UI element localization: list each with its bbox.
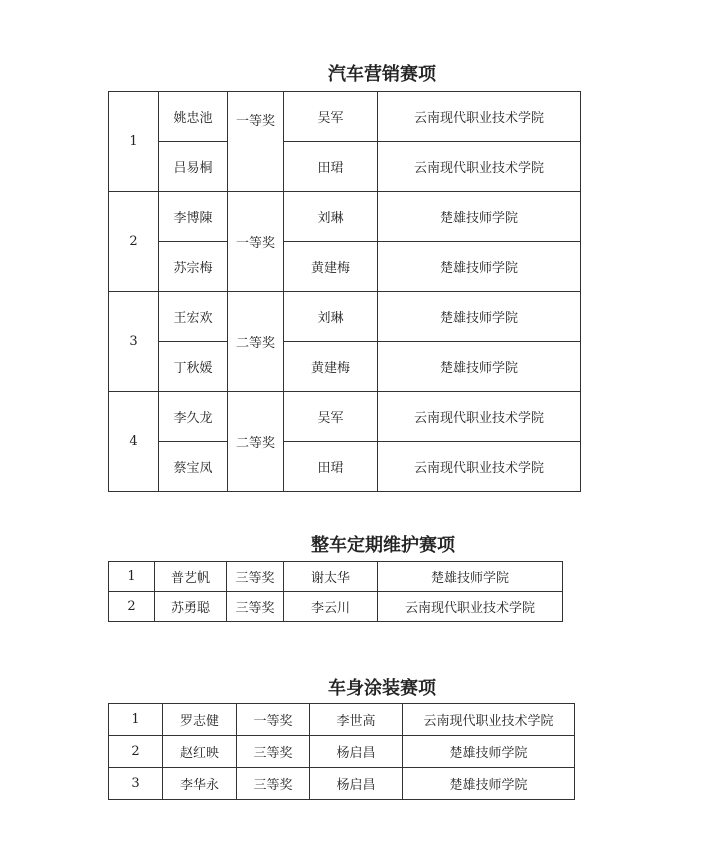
team-number: 4 (109, 392, 159, 492)
team-number: 1 (109, 704, 163, 736)
award-level: 一等奖 (237, 704, 310, 736)
award-level: 一等奖 (228, 92, 284, 192)
marketing-results-table (108, 91, 581, 492)
student-name: 吕易桐 (159, 142, 228, 192)
school-name: 楚雄技师学院 (403, 736, 575, 768)
school-name: 云南现代职业技术学院 (378, 442, 581, 492)
coach-name: 吴军 (284, 92, 378, 142)
table-row (109, 704, 575, 736)
school-name: 云南现代职业技术学院 (378, 92, 581, 142)
painting-results-table (108, 703, 575, 800)
coach-name: 田珺 (284, 142, 378, 192)
school-name: 云南现代职业技术学院 (378, 142, 581, 192)
table-row (109, 736, 575, 768)
team-number: 2 (109, 592, 155, 622)
table-row (109, 242, 581, 292)
student-name: 丁秋媛 (159, 342, 228, 392)
coach-name: 李云川 (284, 592, 378, 622)
school-name: 楚雄技师学院 (403, 768, 575, 800)
school-name: 楚雄技师学院 (378, 292, 581, 342)
student-name: 赵红映 (163, 736, 237, 768)
award-level: 二等奖 (228, 392, 284, 492)
table-row (109, 342, 581, 392)
coach-name: 谢太华 (284, 562, 378, 592)
school-name: 云南现代职业技术学院 (378, 592, 563, 622)
coach-name: 黄建梅 (284, 342, 378, 392)
student-name: 蔡宝凤 (159, 442, 228, 492)
section-title-painting: 车身涂装赛项 (328, 678, 436, 699)
school-name: 云南现代职业技术学院 (378, 392, 581, 442)
table-row (109, 142, 581, 192)
award-level: 一等奖 (228, 192, 284, 292)
student-name: 李博陳 (159, 192, 228, 242)
table-row (109, 442, 581, 492)
school-name: 楚雄技师学院 (378, 342, 581, 392)
table-row (109, 768, 575, 800)
team-number: 3 (109, 768, 163, 800)
team-number: 2 (109, 736, 163, 768)
coach-name: 刘琳 (284, 192, 378, 242)
school-name: 云南现代职业技术学院 (403, 704, 575, 736)
award-level: 三等奖 (227, 592, 284, 622)
team-number: 1 (109, 92, 159, 192)
coach-name: 杨启昌 (310, 768, 403, 800)
student-name: 李久龙 (159, 392, 228, 442)
table-row (109, 392, 581, 442)
team-number: 3 (109, 292, 159, 392)
maintenance-results-table (108, 561, 563, 622)
award-level: 三等奖 (237, 768, 310, 800)
coach-name: 李世高 (310, 704, 403, 736)
award-level: 三等奖 (227, 562, 284, 592)
student-name: 王宏欢 (159, 292, 228, 342)
table-row (109, 92, 581, 142)
coach-name: 吴军 (284, 392, 378, 442)
student-name: 罗志健 (163, 704, 237, 736)
team-number: 1 (109, 562, 155, 592)
coach-name: 刘琳 (284, 292, 378, 342)
student-name: 李华永 (163, 768, 237, 800)
award-level: 三等奖 (237, 736, 310, 768)
coach-name: 黄建梅 (284, 242, 378, 292)
student-name: 苏宗梅 (159, 242, 228, 292)
coach-name: 田珺 (284, 442, 378, 492)
table-row (109, 292, 581, 342)
award-level: 二等奖 (228, 292, 284, 392)
table-row (109, 192, 581, 242)
school-name: 楚雄技师学院 (378, 562, 563, 592)
school-name: 楚雄技师学院 (378, 242, 581, 292)
student-name: 苏勇聪 (155, 592, 227, 622)
table-row (109, 562, 563, 592)
school-name: 楚雄技师学院 (378, 192, 581, 242)
table-row (109, 592, 563, 622)
student-name: 姚忠池 (159, 92, 228, 142)
team-number: 2 (109, 192, 159, 292)
section-title-maintenance: 整车定期维护赛项 (311, 535, 455, 556)
student-name: 普艺帆 (155, 562, 227, 592)
section-title-marketing: 汽车营销赛项 (328, 64, 436, 85)
coach-name: 杨启昌 (310, 736, 403, 768)
